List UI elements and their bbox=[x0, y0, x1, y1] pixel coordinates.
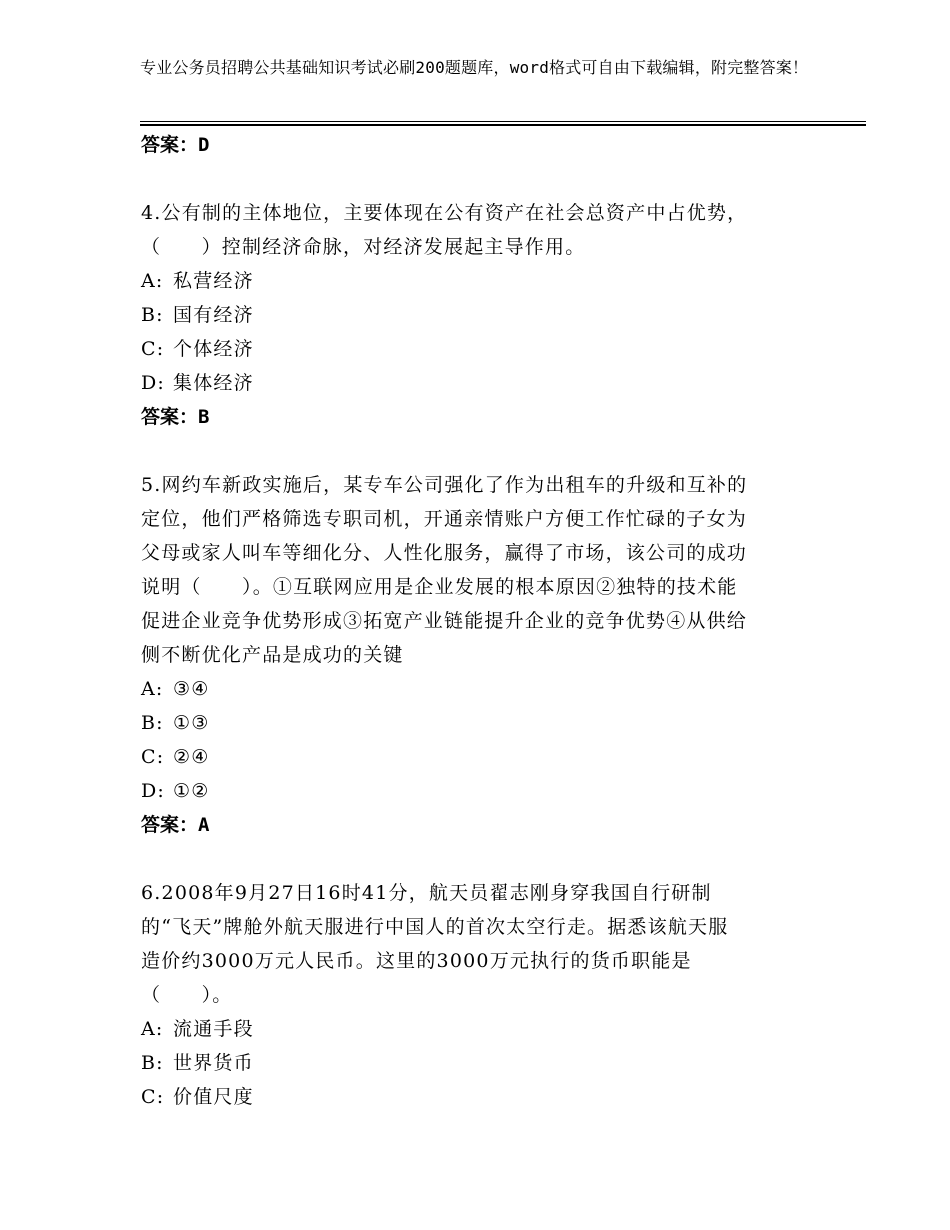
question-block bbox=[141, 468, 801, 842]
option-d bbox=[141, 774, 801, 808]
question-line: 造价约3000万元人民币。这里的3000万元执行的货币职能是 bbox=[141, 950, 692, 972]
spacer bbox=[141, 162, 801, 196]
question-block bbox=[141, 876, 801, 1114]
question-line: 说明（ ）。①互联网应用是企业发展的根本原因②独特的技术能 bbox=[141, 576, 738, 598]
question-text bbox=[141, 876, 801, 1012]
question-line: 促进企业竞争优势形成③拓宽产业链能提升企业的竞争优势④从供给 bbox=[141, 610, 748, 632]
option-letter: C: bbox=[141, 338, 165, 360]
question-line: （ ）控制经济命脉，对经济发展起主导作用。 bbox=[141, 236, 586, 258]
question-line: 4.公有制的主体地位，主要体现在公有资产在社会总资产中占优势， bbox=[141, 202, 748, 224]
answer-line: 答案：D bbox=[141, 134, 210, 156]
spacer bbox=[141, 842, 801, 876]
option-text: 世界货币 bbox=[173, 1052, 254, 1074]
question-line: 5.网约车新政实施后，某专车公司强化了作为出租车的升级和互补的 bbox=[141, 474, 748, 496]
question-line: （ ）。 bbox=[141, 984, 233, 1006]
option-text: 国有经济 bbox=[173, 304, 254, 326]
option-letter: A: bbox=[141, 270, 164, 292]
header-divider-thick bbox=[140, 124, 866, 126]
question-text bbox=[141, 468, 801, 672]
option-text: ②④ bbox=[173, 746, 210, 768]
option-text: 流通手段 bbox=[173, 1018, 254, 1040]
option-letter: C: bbox=[141, 746, 165, 768]
option-a bbox=[141, 672, 801, 706]
question-line: 定位，他们严格筛选专职司机，开通亲情账户方便工作忙碌的子女为 bbox=[141, 508, 748, 530]
question-line: 6.2008年9月27日16时41分，航天员翟志刚身穿我国自行研制 bbox=[141, 882, 712, 904]
question-text bbox=[141, 196, 801, 264]
option-b bbox=[141, 298, 801, 332]
answer-line: 答案：B bbox=[141, 406, 210, 428]
document-body bbox=[141, 128, 801, 1114]
spacer bbox=[141, 434, 801, 468]
question-line: 的“飞天”牌舱外航天服进行中国人的首次太空行走。据悉该航天服 bbox=[141, 916, 729, 938]
question-line: 父母或家人叫车等细化分、人性化服务，赢得了市场，该公司的成功 bbox=[141, 542, 748, 564]
header-divider-thin bbox=[140, 121, 866, 122]
option-letter: B: bbox=[141, 1052, 164, 1074]
option-b bbox=[141, 706, 801, 740]
option-letter: A: bbox=[141, 678, 164, 700]
option-c bbox=[141, 740, 801, 774]
option-text: 个体经济 bbox=[173, 338, 254, 360]
answer-line: 答案：A bbox=[141, 814, 210, 836]
option-letter: C: bbox=[141, 1086, 165, 1108]
option-d bbox=[141, 366, 801, 400]
option-text: ①③ bbox=[173, 712, 210, 734]
question-line: 侧不断优化产品是成功的关键 bbox=[141, 644, 404, 666]
option-text: ③④ bbox=[173, 678, 210, 700]
option-letter: B: bbox=[141, 304, 164, 326]
option-a bbox=[141, 264, 801, 298]
question-block bbox=[141, 196, 801, 434]
option-text: 价值尺度 bbox=[173, 1086, 254, 1108]
header-text: 专业公务员招聘公共基础知识考试必刷200题题库，word格式可自由下载编辑，附完整答案！ bbox=[140, 58, 809, 77]
option-letter: A: bbox=[141, 1018, 164, 1040]
option-b bbox=[141, 1046, 801, 1080]
option-letter: D: bbox=[141, 780, 166, 802]
option-text: ①② bbox=[173, 780, 210, 802]
option-c bbox=[141, 1080, 801, 1114]
option-letter: D: bbox=[141, 372, 166, 394]
option-c bbox=[141, 332, 801, 366]
page-header bbox=[140, 57, 840, 79]
option-text: 集体经济 bbox=[173, 372, 254, 394]
option-letter: B: bbox=[141, 712, 164, 734]
option-text: 私营经济 bbox=[173, 270, 254, 292]
option-a bbox=[141, 1012, 801, 1046]
